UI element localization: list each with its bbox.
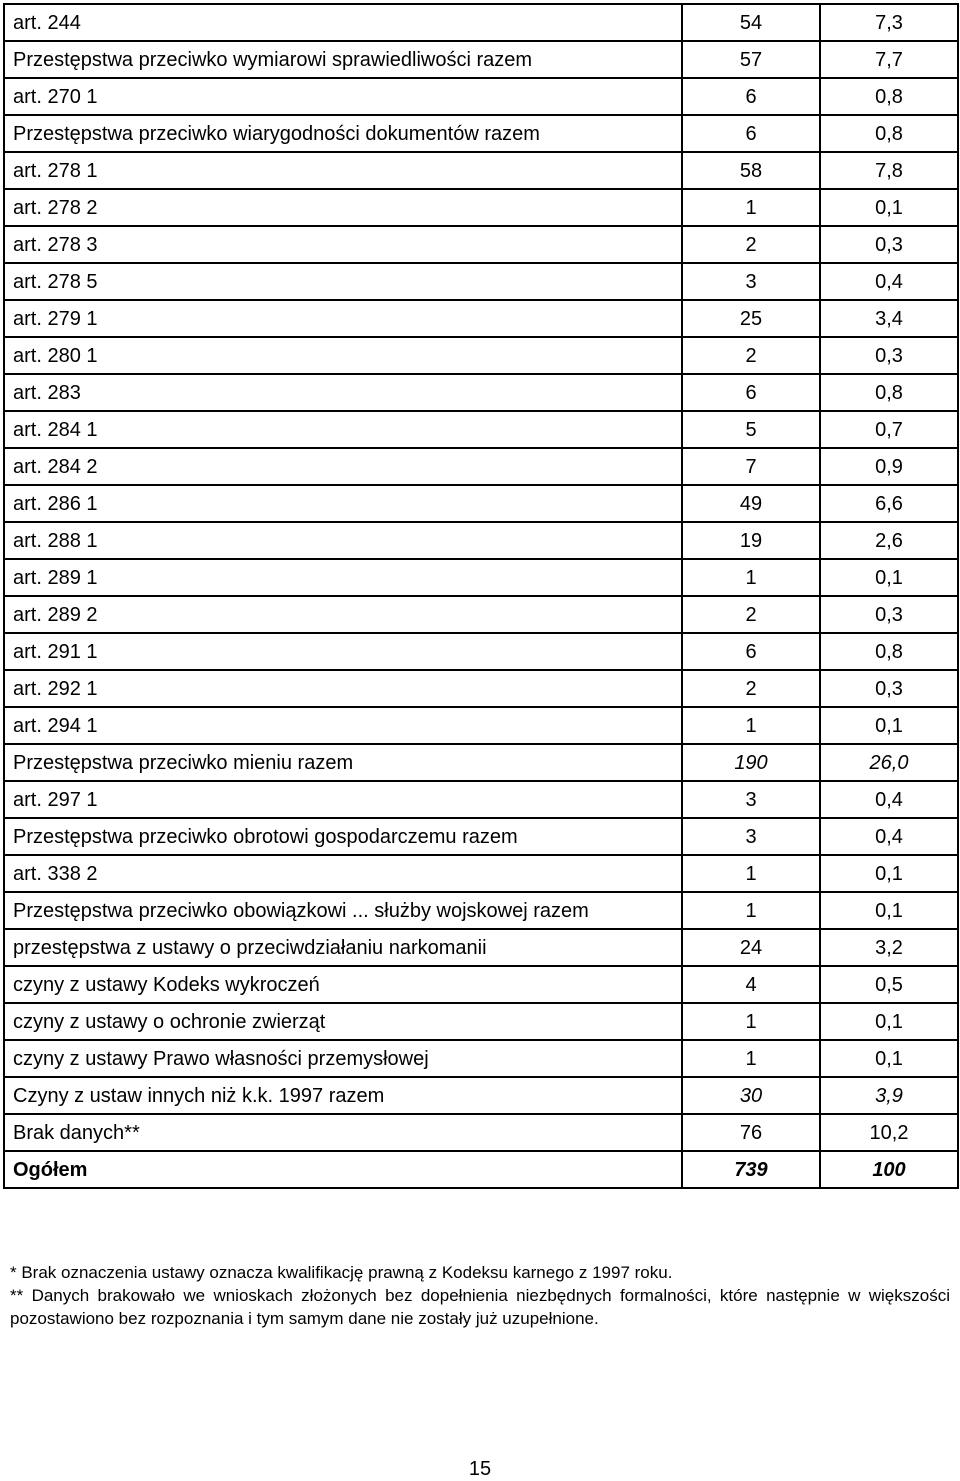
- row-count: 24: [682, 929, 820, 966]
- row-label: art. 292 1: [4, 670, 682, 707]
- row-percent: 3,2: [820, 929, 958, 966]
- row-count: 7: [682, 448, 820, 485]
- table-row: [4, 115, 958, 152]
- table-row: [4, 781, 958, 818]
- row-percent: 0,9: [820, 448, 958, 485]
- row-percent: 2,6: [820, 522, 958, 559]
- table-row: [4, 189, 958, 226]
- row-percent: 0,8: [820, 115, 958, 152]
- table-row: [4, 522, 958, 559]
- footnote-2: ** Danych brakowało we wnioskach złożonych bez dopełnienia niezbędnych formalności, które następnie w większości pozostawiono bez rozpoznania i tym samym dane nie zostały już uzupełnione.: [10, 1286, 950, 1328]
- row-count: 76: [682, 1114, 820, 1151]
- table-row: [4, 596, 958, 633]
- row-percent: 3,4: [820, 300, 958, 337]
- row-percent: 100: [820, 1151, 958, 1188]
- row-percent: 0,1: [820, 189, 958, 226]
- row-label: art. 284 2: [4, 448, 682, 485]
- row-percent: 7,8: [820, 152, 958, 189]
- row-label: Brak danych**: [4, 1114, 682, 1151]
- row-count: 2: [682, 337, 820, 374]
- table-row: [4, 707, 958, 744]
- row-label: Czyny z ustaw innych niż k.k. 1997 razem: [4, 1077, 682, 1114]
- row-count: 1: [682, 1003, 820, 1040]
- page-number: 15: [468, 1458, 492, 1480]
- table-row: [4, 411, 958, 448]
- row-count: 6: [682, 633, 820, 670]
- row-count: 19: [682, 522, 820, 559]
- row-label: art. 270 1: [4, 78, 682, 115]
- row-label: art. 279 1: [4, 300, 682, 337]
- row-percent: 0,4: [820, 818, 958, 855]
- row-count: 49: [682, 485, 820, 522]
- row-label: Przestępstwa przeciwko wymiarowi sprawiedliwości razem: [4, 41, 682, 78]
- row-count: 1: [682, 892, 820, 929]
- row-count: 2: [682, 596, 820, 633]
- row-percent: 0,8: [820, 633, 958, 670]
- table-row: [4, 744, 958, 781]
- table-row: [4, 300, 958, 337]
- row-percent: 0,4: [820, 781, 958, 818]
- statistics-table-body: [4, 4, 958, 1188]
- row-percent: 7,7: [820, 41, 958, 78]
- row-count: 1: [682, 189, 820, 226]
- row-count: 25: [682, 300, 820, 337]
- row-label: czyny z ustawy o ochronie zwierząt: [4, 1003, 682, 1040]
- row-label: Przestępstwa przeciwko obrotowi gospodarczemu razem: [4, 818, 682, 855]
- row-percent: 0,1: [820, 707, 958, 744]
- row-count: 1: [682, 559, 820, 596]
- row-label: art. 283: [4, 374, 682, 411]
- row-count: 190: [682, 744, 820, 781]
- row-count: 3: [682, 818, 820, 855]
- table-row: [4, 966, 958, 1003]
- row-label: art. 289 1: [4, 559, 682, 596]
- row-label: art. 338 2: [4, 855, 682, 892]
- table-row: [4, 78, 958, 115]
- row-count: 54: [682, 4, 820, 41]
- row-count: 5: [682, 411, 820, 448]
- table-row: [4, 929, 958, 966]
- row-label: art. 280 1: [4, 337, 682, 374]
- footnotes: [10, 1261, 950, 1330]
- table-row: [4, 4, 958, 41]
- row-count: 58: [682, 152, 820, 189]
- row-label: Przestępstwa przeciwko obowiązkowi ... służby wojskowej razem: [4, 892, 682, 929]
- row-count: 3: [682, 263, 820, 300]
- row-percent: 3,9: [820, 1077, 958, 1114]
- table-row: [4, 1114, 958, 1151]
- row-percent: 10,2: [820, 1114, 958, 1151]
- table-row: [4, 448, 958, 485]
- row-count: 6: [682, 78, 820, 115]
- table-row: [4, 152, 958, 189]
- row-count: 4: [682, 966, 820, 1003]
- row-percent: 0,4: [820, 263, 958, 300]
- row-percent: 0,8: [820, 374, 958, 411]
- row-count: 2: [682, 670, 820, 707]
- row-label: art. 291 1: [4, 633, 682, 670]
- table-row: [4, 1003, 958, 1040]
- row-label: art. 297 1: [4, 781, 682, 818]
- row-label: art. 288 1: [4, 522, 682, 559]
- row-label: art. 289 2: [4, 596, 682, 633]
- row-count: 2: [682, 226, 820, 263]
- row-percent: 0,1: [820, 1040, 958, 1077]
- row-percent: 0,1: [820, 559, 958, 596]
- row-count: 3: [682, 781, 820, 818]
- row-percent: 0,1: [820, 855, 958, 892]
- table-row: [4, 559, 958, 596]
- table-row: [4, 374, 958, 411]
- row-count: 30: [682, 1077, 820, 1114]
- table-row: [4, 818, 958, 855]
- row-percent: 0,1: [820, 1003, 958, 1040]
- row-percent: 0,3: [820, 670, 958, 707]
- table-row: [4, 892, 958, 929]
- table-row: [4, 41, 958, 78]
- table-row: [4, 1151, 958, 1188]
- row-percent: 6,6: [820, 485, 958, 522]
- table-row: [4, 337, 958, 374]
- row-percent: 0,5: [820, 966, 958, 1003]
- row-count: 1: [682, 707, 820, 744]
- table-row: [4, 670, 958, 707]
- row-label: czyny z ustawy Prawo własności przemysłowej: [4, 1040, 682, 1077]
- row-label: art. 278 1: [4, 152, 682, 189]
- row-percent: 26,0: [820, 744, 958, 781]
- row-label: przestępstwa z ustawy o przeciwdziałaniu narkomanii: [4, 929, 682, 966]
- row-label: art. 284 1: [4, 411, 682, 448]
- row-count: 739: [682, 1151, 820, 1188]
- row-label: Ogółem: [4, 1151, 682, 1188]
- statistics-table: [3, 3, 959, 1189]
- row-percent: 0,1: [820, 892, 958, 929]
- table-row: [4, 633, 958, 670]
- table-row: [4, 226, 958, 263]
- row-label: art. 244: [4, 4, 682, 41]
- row-count: 1: [682, 855, 820, 892]
- row-label: Przestępstwa przeciwko wiarygodności dokumentów razem: [4, 115, 682, 152]
- row-count: 6: [682, 115, 820, 152]
- row-label: czyny z ustawy Kodeks wykroczeń: [4, 966, 682, 1003]
- row-percent: 0,8: [820, 78, 958, 115]
- row-label: art. 278 3: [4, 226, 682, 263]
- table-row: [4, 855, 958, 892]
- row-label: art. 286 1: [4, 485, 682, 522]
- row-label: art. 294 1: [4, 707, 682, 744]
- table-row: [4, 1040, 958, 1077]
- table-row: [4, 1077, 958, 1114]
- row-label: art. 278 2: [4, 189, 682, 226]
- row-percent: 0,7: [820, 411, 958, 448]
- row-count: 1: [682, 1040, 820, 1077]
- row-label: Przestępstwa przeciwko mieniu razem: [4, 744, 682, 781]
- row-percent: 0,3: [820, 226, 958, 263]
- row-count: 57: [682, 41, 820, 78]
- table-row: [4, 485, 958, 522]
- table-row: [4, 263, 958, 300]
- row-percent: 0,3: [820, 337, 958, 374]
- row-percent: 0,3: [820, 596, 958, 633]
- row-label: art. 278 5: [4, 263, 682, 300]
- footnote-1: * Brak oznaczenia ustawy oznacza kwalifikację prawną z Kodeksu karnego z 1997 roku.: [10, 1263, 673, 1282]
- row-percent: 7,3: [820, 4, 958, 41]
- row-count: 6: [682, 374, 820, 411]
